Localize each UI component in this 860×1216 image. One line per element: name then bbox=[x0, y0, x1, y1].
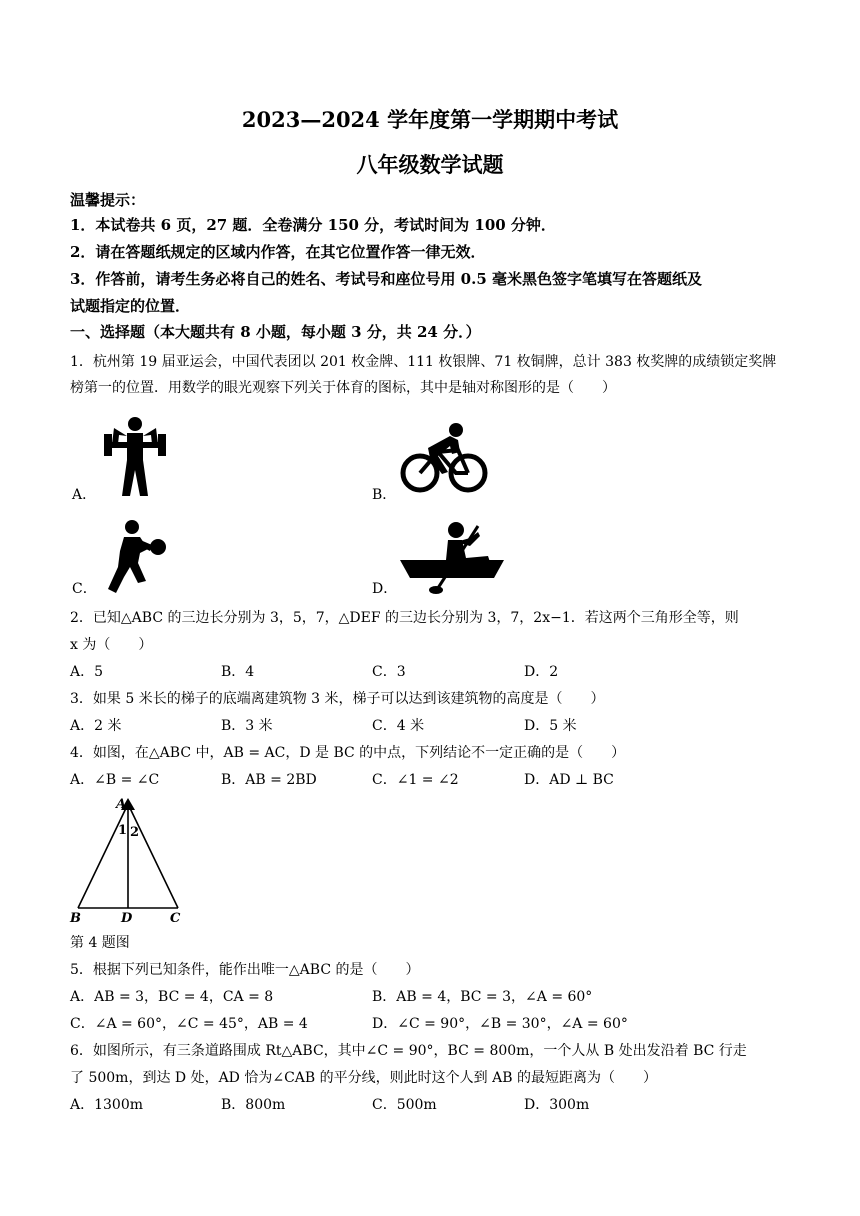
angle-label-2: 2 bbox=[130, 825, 140, 840]
q4-option-c: C．∠1 = ∠2 bbox=[372, 772, 459, 788]
notice-item-2: 2．请在答题纸规定的区域内作答，在其它位置作答一律无效． bbox=[70, 243, 486, 261]
q5-option-c: C．∠A = 60°，∠C = 45°，AB = 4 bbox=[70, 1016, 308, 1032]
q1-stem-line2: 榜第一的位置．用数学的眼光观察下列关于体育的图标，其中是轴对称图形的是（ ） bbox=[70, 380, 616, 396]
notice-item-3-cont: 试题指定的位置． bbox=[70, 297, 191, 315]
q2-option-b: B．4 bbox=[221, 664, 255, 680]
weightlifting-icon bbox=[100, 414, 170, 498]
q6-option-c: C．500m bbox=[372, 1097, 437, 1113]
q6-option-d: D．300m bbox=[524, 1097, 590, 1113]
q4-option-a: A．∠B = ∠C bbox=[70, 772, 160, 788]
q4-option-b: B．AB = 2BD bbox=[221, 772, 317, 788]
q3-option-d: D．5 米 bbox=[524, 718, 577, 734]
q1-stem-line1: 1．杭州第 19 届亚运会，中国代表团以 201 枚金牌、111 枚银牌、71 枚铜牌，总计 383 枚奖牌的成绩锁定奖牌 bbox=[70, 354, 777, 370]
q2-option-a: A．5 bbox=[70, 664, 104, 680]
notice-heading: 温馨提示： bbox=[70, 191, 146, 209]
q3-option-c: C．4 米 bbox=[372, 718, 425, 734]
q5-option-d: D．∠C = 90°，∠B = 30°，∠A = 60° bbox=[372, 1016, 628, 1032]
volleyball-icon bbox=[100, 515, 170, 595]
q5-option-b: B．AB = 4，BC = 3，∠A = 60° bbox=[372, 989, 593, 1005]
cycling-icon bbox=[398, 422, 490, 496]
notice-item-1: 1．本试卷共 6 页，27 题．全卷满分 150 分，考试时间为 100 分钟． bbox=[70, 216, 556, 234]
q5-stem: 5．根据下列已知条件，能作出唯一△ABC 的是（ ） bbox=[70, 962, 420, 978]
q1-option-c: C． bbox=[72, 581, 97, 597]
q6-stem-line2: 了 500m，到达 D 处，AD 恰为∠CAB 的平分线，则此时这个人到 AB 的最短距离为（ ） bbox=[70, 1070, 657, 1086]
vertex-label-c: C bbox=[170, 911, 181, 926]
q6-stem-line1: 6．如图所示，有三条道路围成 Rt△ABC，其中∠C = 90°，BC = 800m，一个人从 B 处出发沿着 BC 行走 bbox=[70, 1043, 747, 1059]
vertex-label-b: B bbox=[70, 911, 81, 926]
q1-option-a: A． bbox=[72, 487, 97, 503]
angle-label-1: 1 bbox=[118, 823, 128, 838]
q6-option-b: B．800m bbox=[221, 1097, 286, 1113]
q4-figure-caption: 第 4 题图 bbox=[70, 935, 130, 951]
q2-stem-line1: 2．已知△ABC 的三边长分别为 3，5，7，△DEF 的三边长分别为 3，7，2x−1．若这两个三角形全等，则 bbox=[70, 610, 739, 626]
q1-option-b: B． bbox=[372, 487, 397, 503]
q1-option-d: D． bbox=[372, 581, 398, 597]
section-heading: 一、选择题（本大题共有 8 小题，每小题 3 分，共 24 分．） bbox=[70, 323, 481, 341]
q2-option-c: C．3 bbox=[372, 664, 406, 680]
vertex-label-d: D bbox=[121, 911, 133, 926]
q4-option-d: D．AD ⊥ BC bbox=[524, 772, 614, 788]
q3-option-a: A．2 米 bbox=[70, 718, 122, 734]
rowing-icon bbox=[398, 520, 506, 594]
notice-item-3: 3．作答前，请考生务必将自己的姓名、考试号和座位号用 0.5 毫米黑色签字笔填写在答题纸及 bbox=[70, 270, 702, 288]
exam-subtitle: 八年级数学试题 bbox=[356, 152, 504, 177]
q4-stem: 4．如图，在△ABC 中，AB = AC，D 是 BC 的中点，下列结论不一定正确的是（ ） bbox=[70, 745, 626, 761]
q3-stem: 3．如果 5 米长的梯子的底端离建筑物 3 米，梯子可以达到该建筑物的高度是（ ） bbox=[70, 691, 605, 707]
q4-triangle-figure bbox=[66, 794, 190, 926]
exam-title: 2023—2024 学年度第一学期期中考试 bbox=[241, 107, 619, 132]
vertex-label-a: A bbox=[116, 797, 127, 812]
q2-stem-line2: x 为（ ） bbox=[70, 637, 153, 653]
q6-option-a: A．1300m bbox=[70, 1097, 144, 1113]
q5-option-a: A．AB = 3，BC = 4，CA = 8 bbox=[70, 989, 274, 1005]
q2-option-d: D．2 bbox=[524, 664, 559, 680]
q3-option-b: B．3 米 bbox=[221, 718, 273, 734]
